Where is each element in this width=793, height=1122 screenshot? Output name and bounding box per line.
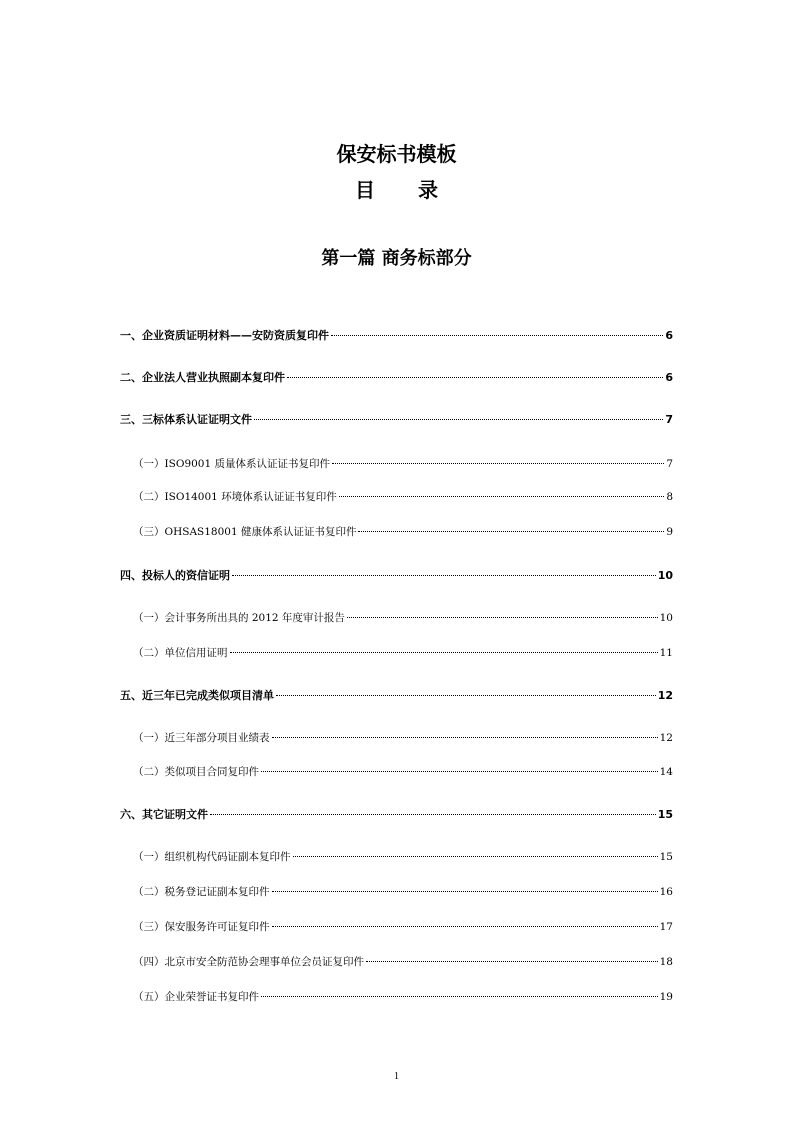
toc-label: （四）北京市安全防范协会理事单位会员证复印件 [133, 956, 364, 968]
toc-page: 18 [659, 956, 673, 968]
toc-leader [272, 891, 658, 892]
toc-leader [210, 814, 656, 815]
section-title: 第一篇 商务标部分 [321, 248, 472, 269]
toc-entry-4[interactable] [120, 569, 673, 583]
toc-entry-2[interactable] [120, 371, 673, 385]
toc-label: 五、近三年已完成类似项目清单 [120, 689, 274, 702]
toc-leader [293, 856, 658, 857]
toc-entry-3-3[interactable] [133, 525, 673, 539]
toc-leader [276, 695, 656, 696]
toc-page: 6 [665, 371, 673, 384]
toc-page: 10 [659, 612, 673, 624]
toc-entry-5[interactable] [120, 689, 673, 703]
toc-entry-6-4[interactable] [133, 955, 673, 969]
toc-page: 14 [659, 766, 673, 778]
toc-entry-6-1[interactable] [133, 850, 673, 864]
toc-label: 一、企业资质证明材料——安防资质复印件 [120, 329, 329, 342]
toc-label: （二）税务登记证副本复印件 [133, 886, 270, 898]
toc-leader [272, 737, 658, 738]
toc-label: （五）企业荣誉证书复印件 [133, 991, 259, 1003]
toc-entry-1[interactable] [120, 329, 673, 343]
toc-leader [347, 617, 658, 618]
toc-entry-5-1[interactable] [133, 731, 673, 745]
toc-page: 8 [666, 491, 673, 503]
toc-page: 15 [659, 851, 673, 863]
toc-label: （一）组织机构代码证副本复印件 [133, 851, 291, 863]
page-number: 1 [394, 1071, 399, 1082]
toc-page: 11 [659, 647, 673, 659]
toc-entry-4-2[interactable] [133, 646, 673, 660]
toc-entry-5-2[interactable] [133, 765, 673, 779]
toc-entry-4-1[interactable] [133, 611, 673, 625]
toc-label: （一）ISO9001 质量体系认证证书复印件 [133, 458, 331, 470]
toc-leader [332, 463, 664, 464]
document-title: 保安标书模板 [336, 142, 457, 166]
toc-page: 12 [657, 689, 673, 702]
toc-page: 16 [659, 886, 673, 898]
toc-page: 12 [659, 732, 673, 744]
toc-leader [358, 531, 664, 532]
toc-heading: 目 录 [355, 178, 456, 202]
toc-entry-3-2[interactable] [133, 490, 673, 504]
toc-label: （一）近三年部分项目业绩表 [133, 732, 270, 744]
toc-leader [287, 377, 663, 378]
toc-entry-6-3[interactable] [133, 920, 673, 934]
toc-leader [272, 926, 658, 927]
toc-leader [339, 496, 665, 497]
toc-entry-3-1[interactable] [133, 457, 673, 471]
toc-page: 10 [657, 569, 673, 582]
toc-entry-6-5[interactable] [133, 990, 673, 1004]
toc-page: 19 [659, 991, 673, 1003]
toc-label: 二、企业法人营业执照副本复印件 [120, 371, 285, 384]
toc-label: 三、三标体系认证证明文件 [120, 413, 252, 426]
toc-page: 6 [665, 329, 673, 342]
toc-page: 7 [665, 413, 673, 426]
toc-label: （二）单位信用证明 [133, 647, 228, 659]
toc-page: 7 [666, 458, 673, 470]
toc-leader [254, 419, 663, 420]
toc-label: （一）会计事务所出具的 2012 年度审计报告 [133, 612, 345, 624]
toc-label: （三）OHSAS18001 健康体系认证证书复印件 [133, 526, 357, 538]
toc-label: 六、其它证明文件 [120, 808, 208, 821]
toc-page: 15 [657, 808, 673, 821]
toc-leader [230, 652, 658, 653]
toc-entry-3[interactable] [120, 413, 673, 427]
toc-label: （二）类似项目合同复印件 [133, 766, 259, 778]
toc-label: 四、投标人的资信证明 [120, 569, 230, 582]
toc-leader [366, 961, 658, 962]
toc-entry-6[interactable] [120, 808, 673, 822]
toc-leader [232, 575, 656, 576]
toc-label: （三）保安服务许可证复印件 [133, 921, 270, 933]
toc-label: （二）ISO14001 环境体系认证证书复印件 [133, 491, 337, 503]
toc-entry-6-2[interactable] [133, 885, 673, 899]
toc-page: 17 [659, 921, 673, 933]
toc-leader [261, 771, 658, 772]
toc-leader [331, 335, 663, 336]
toc-leader [261, 996, 658, 997]
toc-page: 9 [666, 526, 673, 538]
